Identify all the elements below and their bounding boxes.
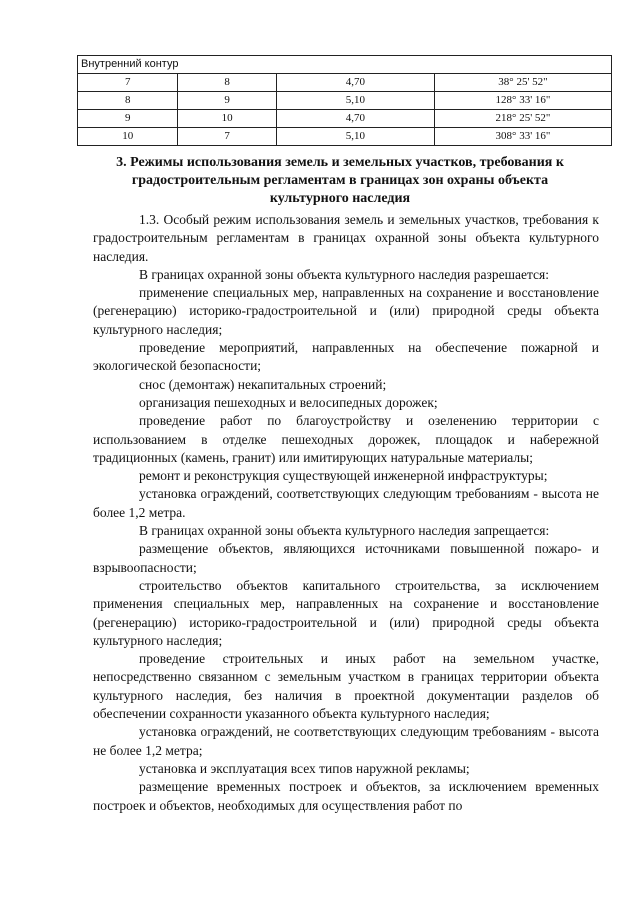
table-cell: 4,70 [276,74,434,92]
table-cell: 4,70 [276,110,434,128]
table-cell: 5,10 [276,92,434,110]
paragraph: проведение строительных и иных работ на земельном участке, непосредственно связанном с земельным участком в границах территории объекта культурного наследия, без наличия в проектной документации разделов об обеспечении сохранности указанного объекта культурного наследия; [93,651,599,722]
paragraph: В границах охранной зоны объекта культурного наследия разрешается: [139,266,549,282]
table-row [78,110,612,128]
table-cell: 308° 33' 16" [434,128,611,146]
section-heading-line: культурного наследия [269,191,411,206]
paragraph: проведение мероприятий, направленных на обеспечение пожарной и экологической безопасности; [93,340,599,374]
table-cell: 128° 33' 16" [434,92,611,110]
table-header-row [78,56,612,74]
coordinates-table [77,55,612,146]
table-cell: 10 [78,128,178,146]
paragraph: применение специальных мер, направленных на сохранение и восстановление (регенерацию) историко-градостроительной и (или) природной среды объекта культурного наследия; [93,285,599,337]
table-cell: 218° 25' 52" [434,110,611,128]
paragraph: В границах охранной зоны объекта культурного наследия запрещается: [139,523,550,539]
paragraph: строительство объектов капитального строительства, за исключением применения специальных мер, направленных на сохранение и восстановление (регенерацию) историко-градостроительной и (или) природной среды объекта культурного наследия; [93,577,599,648]
paragraph: установка ограждений, не соответствующих следующим требованиям - высота не более 1,2 метра; [93,724,599,758]
paragraph: ремонт и реконструкция существующей инженерной инфраструктуры; [139,468,548,484]
paragraph: организация пешеходных и велосипедных дорожек; [139,394,438,410]
paragraph: установка ограждений, соответствующих следующим требованиям - высота не более 1,2 метра. [93,486,599,520]
table-cell: 5,10 [276,128,434,146]
table-cell: 10 [178,110,276,128]
table-cell: 8 [178,74,276,92]
section-heading [90,154,590,208]
paragraph: 1.3. Особый режим использования земель и земельных участков, требования к градостроительным регламентам в границах охранной зоны объекта культурного наследия. [93,212,599,264]
table-row [78,74,612,92]
paragraph: размещение объектов, являющихся источниками повышенной пожаро- и взрывоопасности; [93,541,599,575]
table-cell: 7 [78,74,178,92]
table-header-cell: Внутренний контур [78,56,612,74]
paragraph: установка и эксплуатация всех типов наружной рекламы; [139,760,470,776]
table-cell: 8 [78,92,178,110]
section-heading-line: 3. Режимы использования земель и земельных участков, требования к [116,155,564,170]
section-heading-line: градостроительным регламентам в границах зон охраны объекта [131,173,549,188]
table-cell: 38° 25' 52" [434,74,611,92]
table-cell: 9 [78,110,178,128]
paragraph: проведение работ по благоустройству и озеленению территории с использованием в отделке пешеходных дорожек, площадок и набережной традиционных (камень, гранит) или имитирующих натуральные материалы; [93,413,599,465]
table-cell: 9 [178,92,276,110]
table-cell: 7 [178,128,276,146]
paragraph: размещение временных построек и объектов, за исключением временных построек и объектов, необходимых для осуществления работ по [93,779,599,813]
section-body [93,211,599,815]
table-row [78,92,612,110]
paragraph: снос (демонтаж) некапитальных строений; [139,376,387,392]
table-row [78,128,612,146]
